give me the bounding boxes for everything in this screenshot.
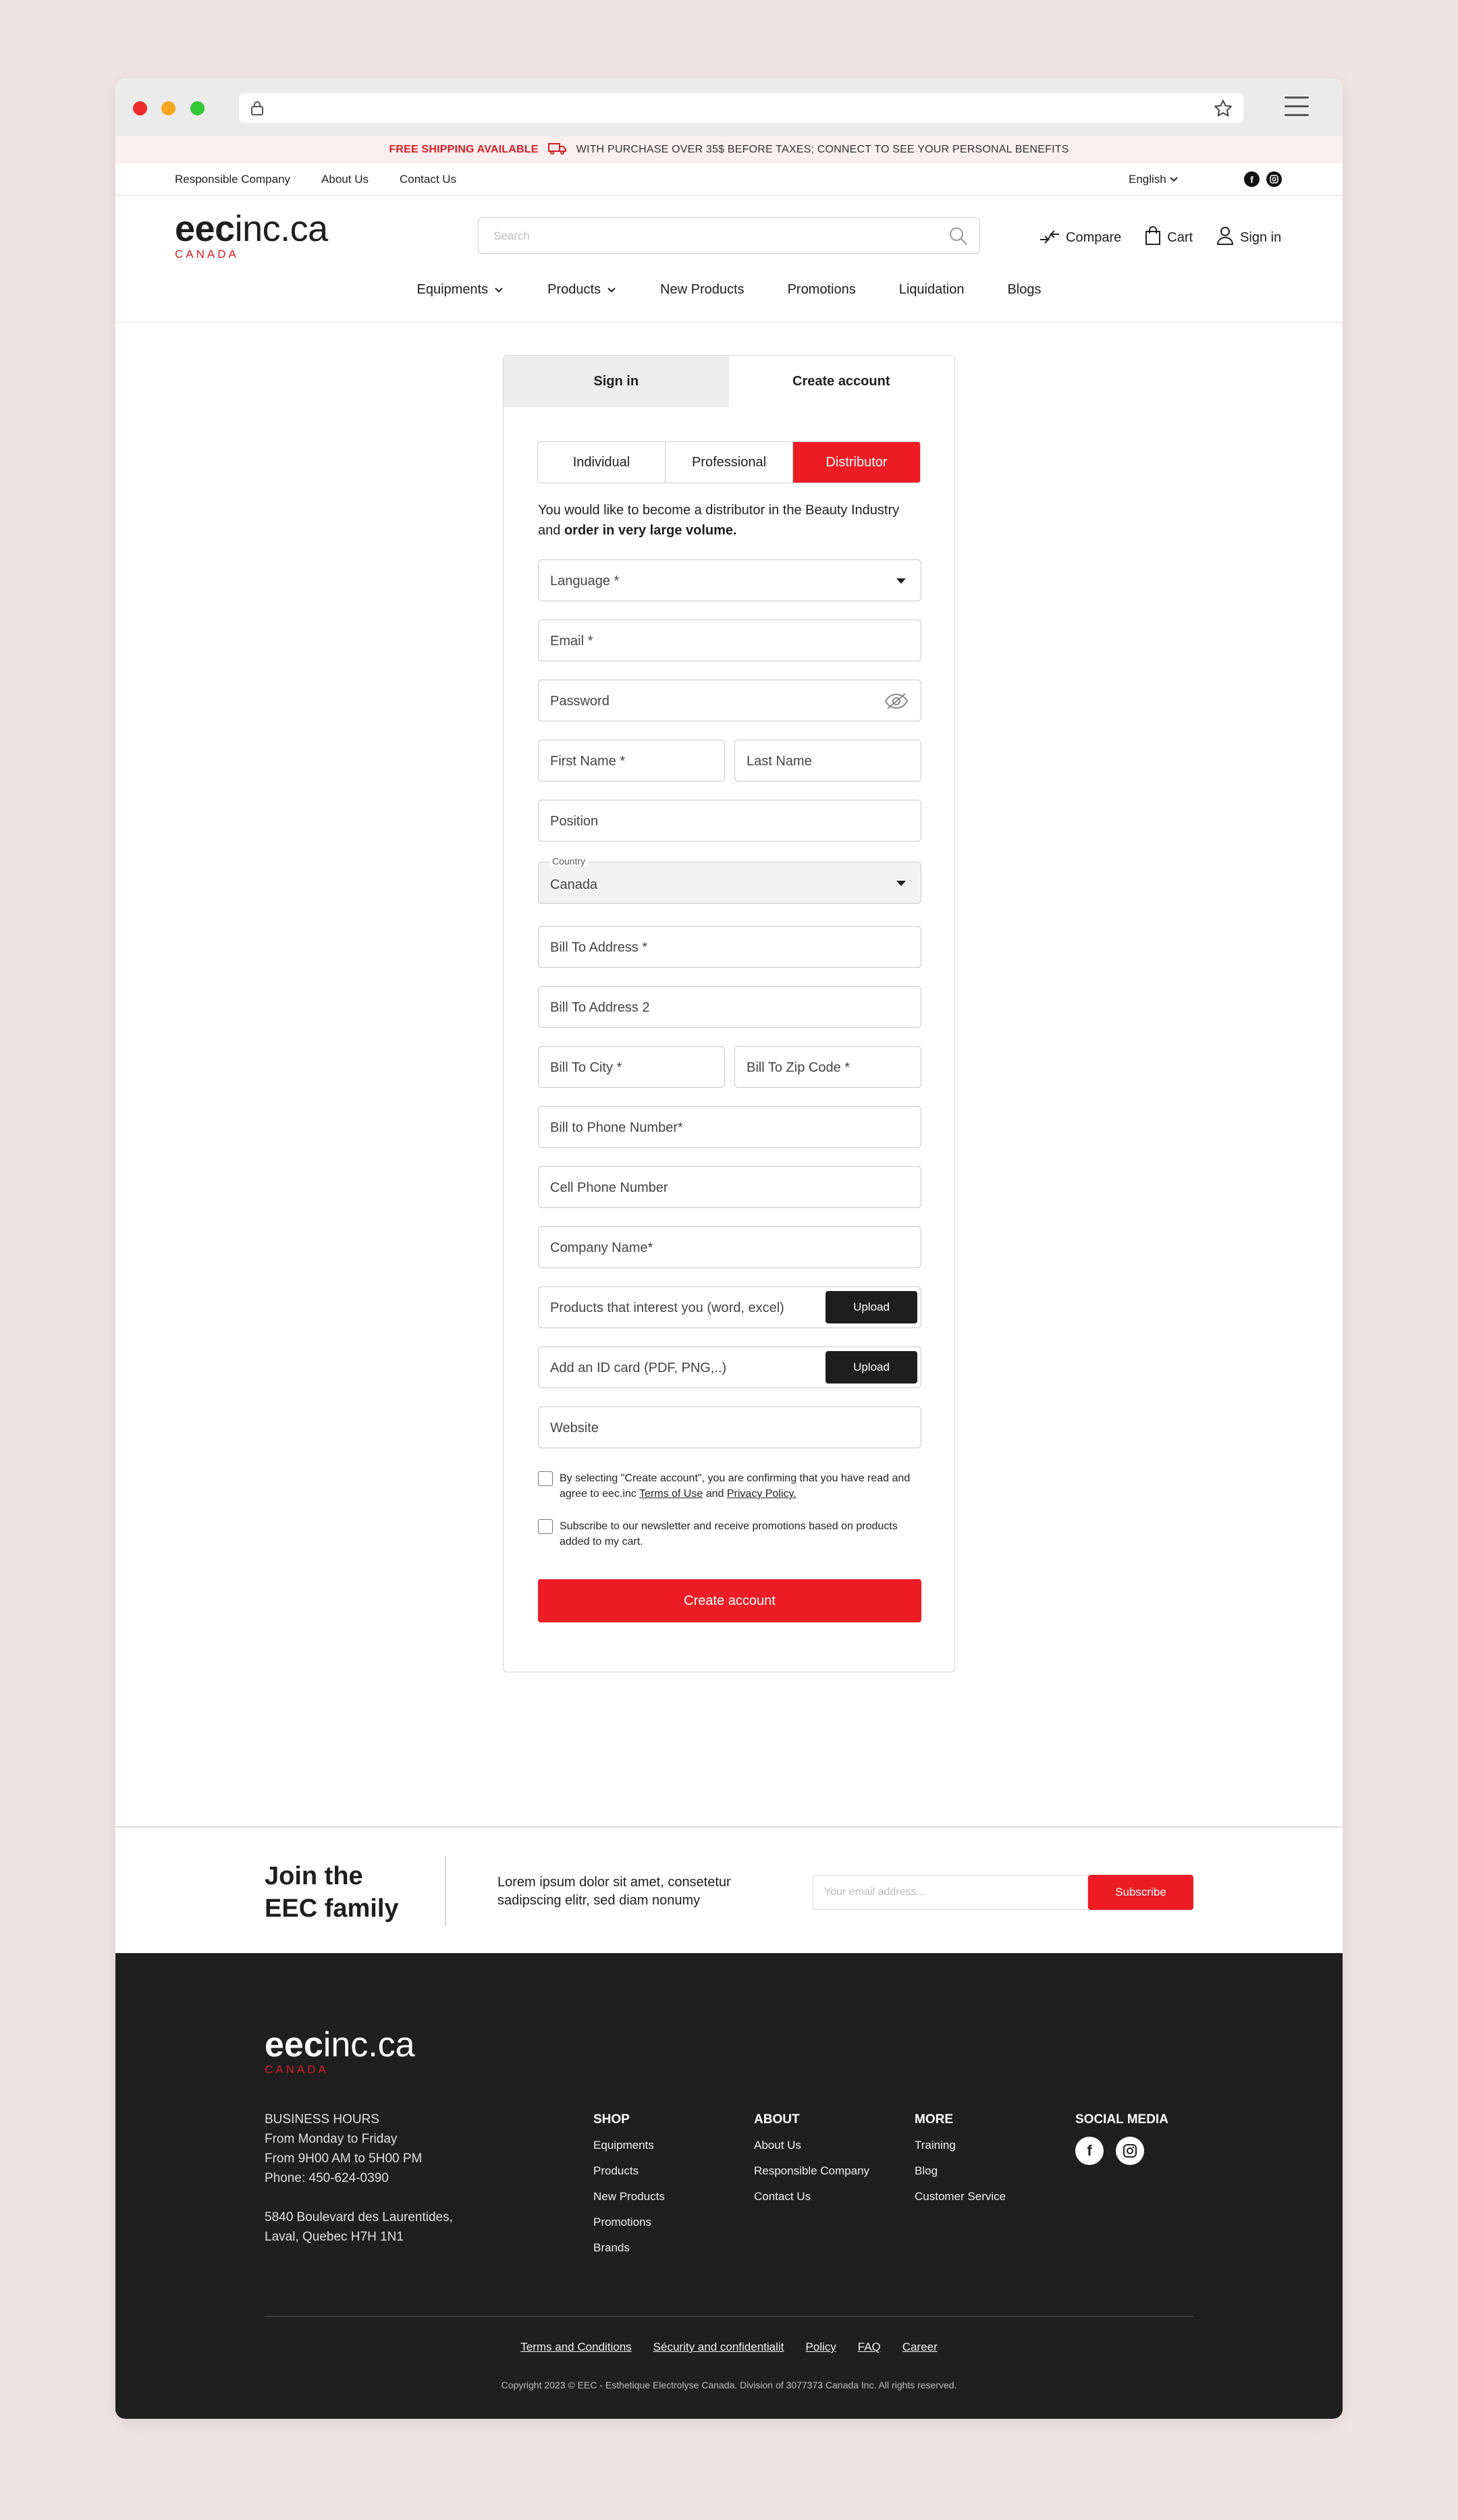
terms-text-and: and — [703, 1488, 727, 1500]
newsletter-text: Subscribe to our newsletter and receive promotions based on products added to my cart. — [560, 1521, 898, 1547]
util-link-responsible-company[interactable]: Responsible Company — [175, 173, 291, 186]
newsletter-checkbox[interactable] — [538, 1519, 553, 1534]
terms-checkbox[interactable] — [538, 1471, 553, 1486]
language-label: English — [1129, 173, 1166, 186]
chevron-down-icon — [1169, 173, 1179, 186]
chevron-down-icon — [606, 282, 617, 301]
auth-card — [503, 355, 955, 1672]
dropdown-arrow-icon — [896, 881, 906, 886]
cart-bag-icon — [1144, 225, 1162, 250]
country-legend: Country — [549, 856, 588, 867]
join-title-line2: EEC family — [265, 1894, 399, 1923]
search-placeholder: Search — [493, 229, 530, 242]
products-upload-field[interactable] — [538, 1286, 921, 1328]
nav-liquidation-label: Liquidation — [898, 282, 965, 297]
instagram-icon[interactable] — [1116, 2137, 1144, 2165]
browser-window — [115, 78, 1343, 2419]
description-bold-text: order in very large volume. — [564, 523, 737, 538]
bill-address2-field[interactable] — [538, 986, 921, 1028]
logo-country: CANADA — [175, 248, 239, 261]
tab-create-account[interactable]: Create account — [729, 356, 954, 407]
description-text: You would like to become a distributor in the Beauty Industry and — [538, 503, 900, 538]
legal-link-terms[interactable]: Terms and Conditions — [520, 2340, 632, 2353]
compare-arrows-icon — [1039, 226, 1060, 249]
address-line-2: Laval, Quebec H7H 1N1 — [265, 2230, 404, 2244]
compare-label: Compare — [1066, 229, 1122, 245]
dropdown-arrow-icon — [896, 578, 906, 584]
footer-link-responsible-company[interactable]: Responsible Company — [754, 2164, 870, 2177]
footer-shop-title: SHOP — [593, 2112, 630, 2127]
footer-logo-bold: eec — [265, 2025, 323, 2064]
lock-icon — [250, 100, 265, 119]
nav-blogs-label: Blogs — [1007, 282, 1042, 297]
address-bar[interactable] — [239, 93, 1243, 123]
compare-button[interactable] — [1039, 226, 1121, 249]
id-card-upload-field[interactable] — [538, 1346, 921, 1388]
footer-logo-country: CANADA — [265, 2063, 329, 2076]
privacy-policy-link[interactable]: Privacy Policy. — [726, 1488, 796, 1500]
nav-blogs[interactable] — [1007, 282, 1041, 322]
minimize-window-button[interactable] — [161, 101, 176, 115]
tab-sign-in[interactable]: Sign in — [504, 356, 729, 407]
position-field-label: Position — [550, 814, 599, 829]
site-footer — [115, 1953, 1343, 2419]
legal-links — [115, 2340, 1343, 2354]
nav-liquidation[interactable] — [899, 282, 965, 322]
country-value: Canada — [550, 877, 598, 892]
account-type-distributor[interactable]: Distributor — [793, 442, 920, 483]
account-type-professional[interactable]: Professional — [666, 442, 793, 483]
nav-equipments[interactable] — [417, 282, 505, 322]
language-selector[interactable] — [1129, 173, 1179, 186]
main-nav — [115, 282, 1343, 323]
nav-new-products-label: New Products — [660, 282, 745, 297]
footer-divider — [265, 2316, 1193, 2317]
terms-of-use-link[interactable]: Terms of Use — [639, 1488, 703, 1500]
nav-products[interactable] — [547, 282, 617, 322]
legal-link-policy[interactable]: Policy — [805, 2340, 836, 2353]
email-field[interactable] — [538, 620, 921, 661]
cell-phone-field[interactable] — [538, 1166, 921, 1208]
footer-link-promotions[interactable]: Promotions — [593, 2216, 651, 2228]
promo-banner — [115, 136, 1343, 163]
account-type-selector — [537, 441, 921, 483]
newsletter-email-placeholder: Your email address... — [824, 1886, 925, 1898]
company-name-field-label: Company Name* — [550, 1240, 653, 1255]
facebook-icon[interactable]: f — [1075, 2137, 1104, 2165]
website-field-label: Website — [550, 1421, 599, 1435]
sign-in-label: Sign in — [1240, 229, 1282, 245]
id-card-upload-label: Add an ID card (PDF, PNG,..) — [550, 1361, 727, 1375]
close-window-button[interactable] — [133, 101, 147, 115]
hours-phone: Phone: 450-624-0390 — [265, 2171, 389, 2185]
footer-link-customer-service[interactable]: Customer Service — [915, 2190, 1006, 2203]
header-actions — [1039, 225, 1281, 250]
newsletter-consent — [538, 1518, 923, 1550]
search-icon[interactable] — [948, 226, 969, 250]
first-name-field[interactable] — [538, 740, 725, 782]
maximize-window-button[interactable] — [190, 101, 205, 115]
site-logo[interactable] — [175, 211, 328, 261]
nav-promotions[interactable] — [788, 282, 856, 322]
bill-address-field-label: Bill To Address * — [550, 940, 648, 955]
password-field[interactable] — [538, 680, 921, 721]
footer-social-title: SOCIAL MEDIA — [1075, 2112, 1168, 2127]
bill-address2-field-label: Bill To Address 2 — [550, 1000, 650, 1015]
footer-more-title: MORE — [915, 2112, 953, 2127]
util-link-about-us[interactable]: About Us — [321, 173, 369, 186]
nav-products-label: Products — [547, 282, 601, 297]
auth-tabs — [504, 356, 954, 407]
first-name-field-label: First Name * — [550, 754, 626, 769]
hours-title: BUSINESS HOURS — [265, 2112, 379, 2127]
last-name-field-label: Last Name — [747, 754, 812, 769]
footer-link-about-us[interactable]: About Us — [754, 2139, 801, 2152]
instagram-icon[interactable] — [1266, 171, 1282, 187]
browser-chrome — [115, 78, 1343, 136]
footer-link-brands[interactable]: Brands — [593, 2241, 630, 2254]
facebook-icon[interactable]: f — [1244, 171, 1260, 187]
join-text: Lorem ipsum dolor sit amet, consetetur sadipscing elitr, sed diam nonumy — [497, 1875, 731, 1908]
logo-light-text: inc.ca — [234, 209, 328, 249]
position-field[interactable] — [538, 800, 921, 842]
subscribe-button[interactable]: Subscribe — [1088, 1875, 1193, 1910]
copyright-text: Copyright 2023 © EEC - Esthetique Electrolyse Canada. Division of 3077373 Canada Inc. All rights reserved. — [501, 2380, 957, 2390]
language-select[interactable] — [538, 559, 921, 601]
footer-social-column — [1075, 2110, 1168, 2165]
cart-label: Cart — [1167, 229, 1193, 245]
hours-days: From Monday to Friday — [265, 2132, 398, 2146]
join-title — [265, 1860, 399, 1925]
products-upload-label: Products that interest you (word, excel) — [550, 1300, 784, 1315]
bill-address-field[interactable] — [538, 926, 921, 968]
join-title-line1: Join the — [265, 1862, 363, 1890]
join-divider — [445, 1856, 446, 1926]
products-upload-button[interactable]: Upload — [826, 1291, 917, 1323]
company-name-field[interactable] — [538, 1226, 921, 1268]
bill-phone-field-label: Bill to Phone Number* — [550, 1120, 683, 1135]
nav-equipments-label: Equipments — [416, 282, 489, 297]
create-account-button[interactable]: Create account — [538, 1579, 921, 1622]
footer-link-training[interactable]: Training — [915, 2139, 956, 2152]
business-hours — [265, 2110, 453, 2247]
password-field-label: Password — [550, 694, 610, 709]
truck-icon — [548, 142, 567, 158]
legal-link-career[interactable]: Career — [902, 2340, 938, 2353]
terms-text-before: By selecting "Create account", you are confirming that you have read and agree to eec.inc — [560, 1473, 911, 1500]
newsletter-section — [115, 1826, 1343, 1953]
util-link-contact-us[interactable]: Contact Us — [399, 173, 457, 186]
footer-link-equipments[interactable]: Equipments — [593, 2139, 654, 2152]
bill-city-field-label: Bill To City * — [550, 1060, 622, 1075]
bill-phone-field[interactable] — [538, 1106, 921, 1148]
website-field[interactable] — [538, 1406, 921, 1448]
bill-city-field[interactable] — [538, 1046, 725, 1088]
footer-link-new-products[interactable]: New Products — [593, 2190, 665, 2203]
bill-zip-field-label: Bill To Zip Code * — [747, 1060, 850, 1075]
user-icon — [1216, 225, 1235, 250]
utility-nav — [115, 163, 1343, 196]
bookmark-star-icon[interactable] — [1214, 99, 1233, 121]
footer-about-column — [754, 2110, 869, 2210]
footer-about-title: ABOUT — [754, 2112, 800, 2127]
promo-message: WITH PURCHASE OVER 35$ BEFORE TAXES; CONNECT TO SEE YOUR PERSONAL BENEFITS — [576, 144, 1069, 155]
footer-link-contact-us[interactable]: Contact Us — [754, 2190, 811, 2203]
footer-link-products[interactable]: Products — [593, 2164, 639, 2177]
account-type-individual[interactable]: Individual — [538, 442, 666, 483]
email-field-label: Email * — [550, 634, 593, 649]
chevron-down-icon — [493, 282, 504, 301]
account-type-description — [538, 500, 923, 541]
hide-password-eye-icon[interactable] — [884, 692, 909, 714]
legal-link-faq[interactable]: FAQ — [857, 2340, 881, 2353]
footer-shop-column — [593, 2110, 665, 2261]
language-field-label: Language * — [550, 574, 620, 588]
sign-in-button[interactable] — [1216, 225, 1281, 250]
terms-consent — [538, 1471, 923, 1502]
logo-bold-text: eec — [175, 209, 235, 249]
nav-promotions-label: Promotions — [787, 282, 856, 297]
legal-link-security[interactable]: Sécurity and confidentialit — [653, 2340, 784, 2353]
search-input[interactable] — [478, 217, 980, 254]
id-card-upload-button[interactable]: Upload — [826, 1351, 917, 1384]
nav-new-products[interactable] — [660, 282, 745, 322]
footer-logo[interactable] — [265, 2027, 415, 2076]
address-line-1: 5840 Boulevard des Laurentides, — [265, 2210, 453, 2224]
cart-button[interactable] — [1144, 225, 1193, 250]
newsletter-email-input[interactable] — [813, 1875, 1088, 1910]
country-select[interactable] — [538, 856, 921, 904]
terms-text — [560, 1471, 923, 1502]
hours-times: From 9H00 AM to 5H00 PM — [265, 2152, 423, 2166]
browser-menu-icon[interactable] — [1285, 97, 1309, 118]
last-name-field[interactable] — [734, 740, 921, 782]
footer-logo-light: inc.ca — [323, 2025, 415, 2064]
cell-phone-field-label: Cell Phone Number — [550, 1180, 668, 1195]
free-shipping-label: FREE SHIPPING AVAILABLE — [389, 144, 539, 155]
footer-link-blog[interactable]: Blog — [915, 2164, 938, 2177]
bill-zip-field[interactable] — [734, 1046, 921, 1088]
footer-more-column — [915, 2110, 1006, 2210]
